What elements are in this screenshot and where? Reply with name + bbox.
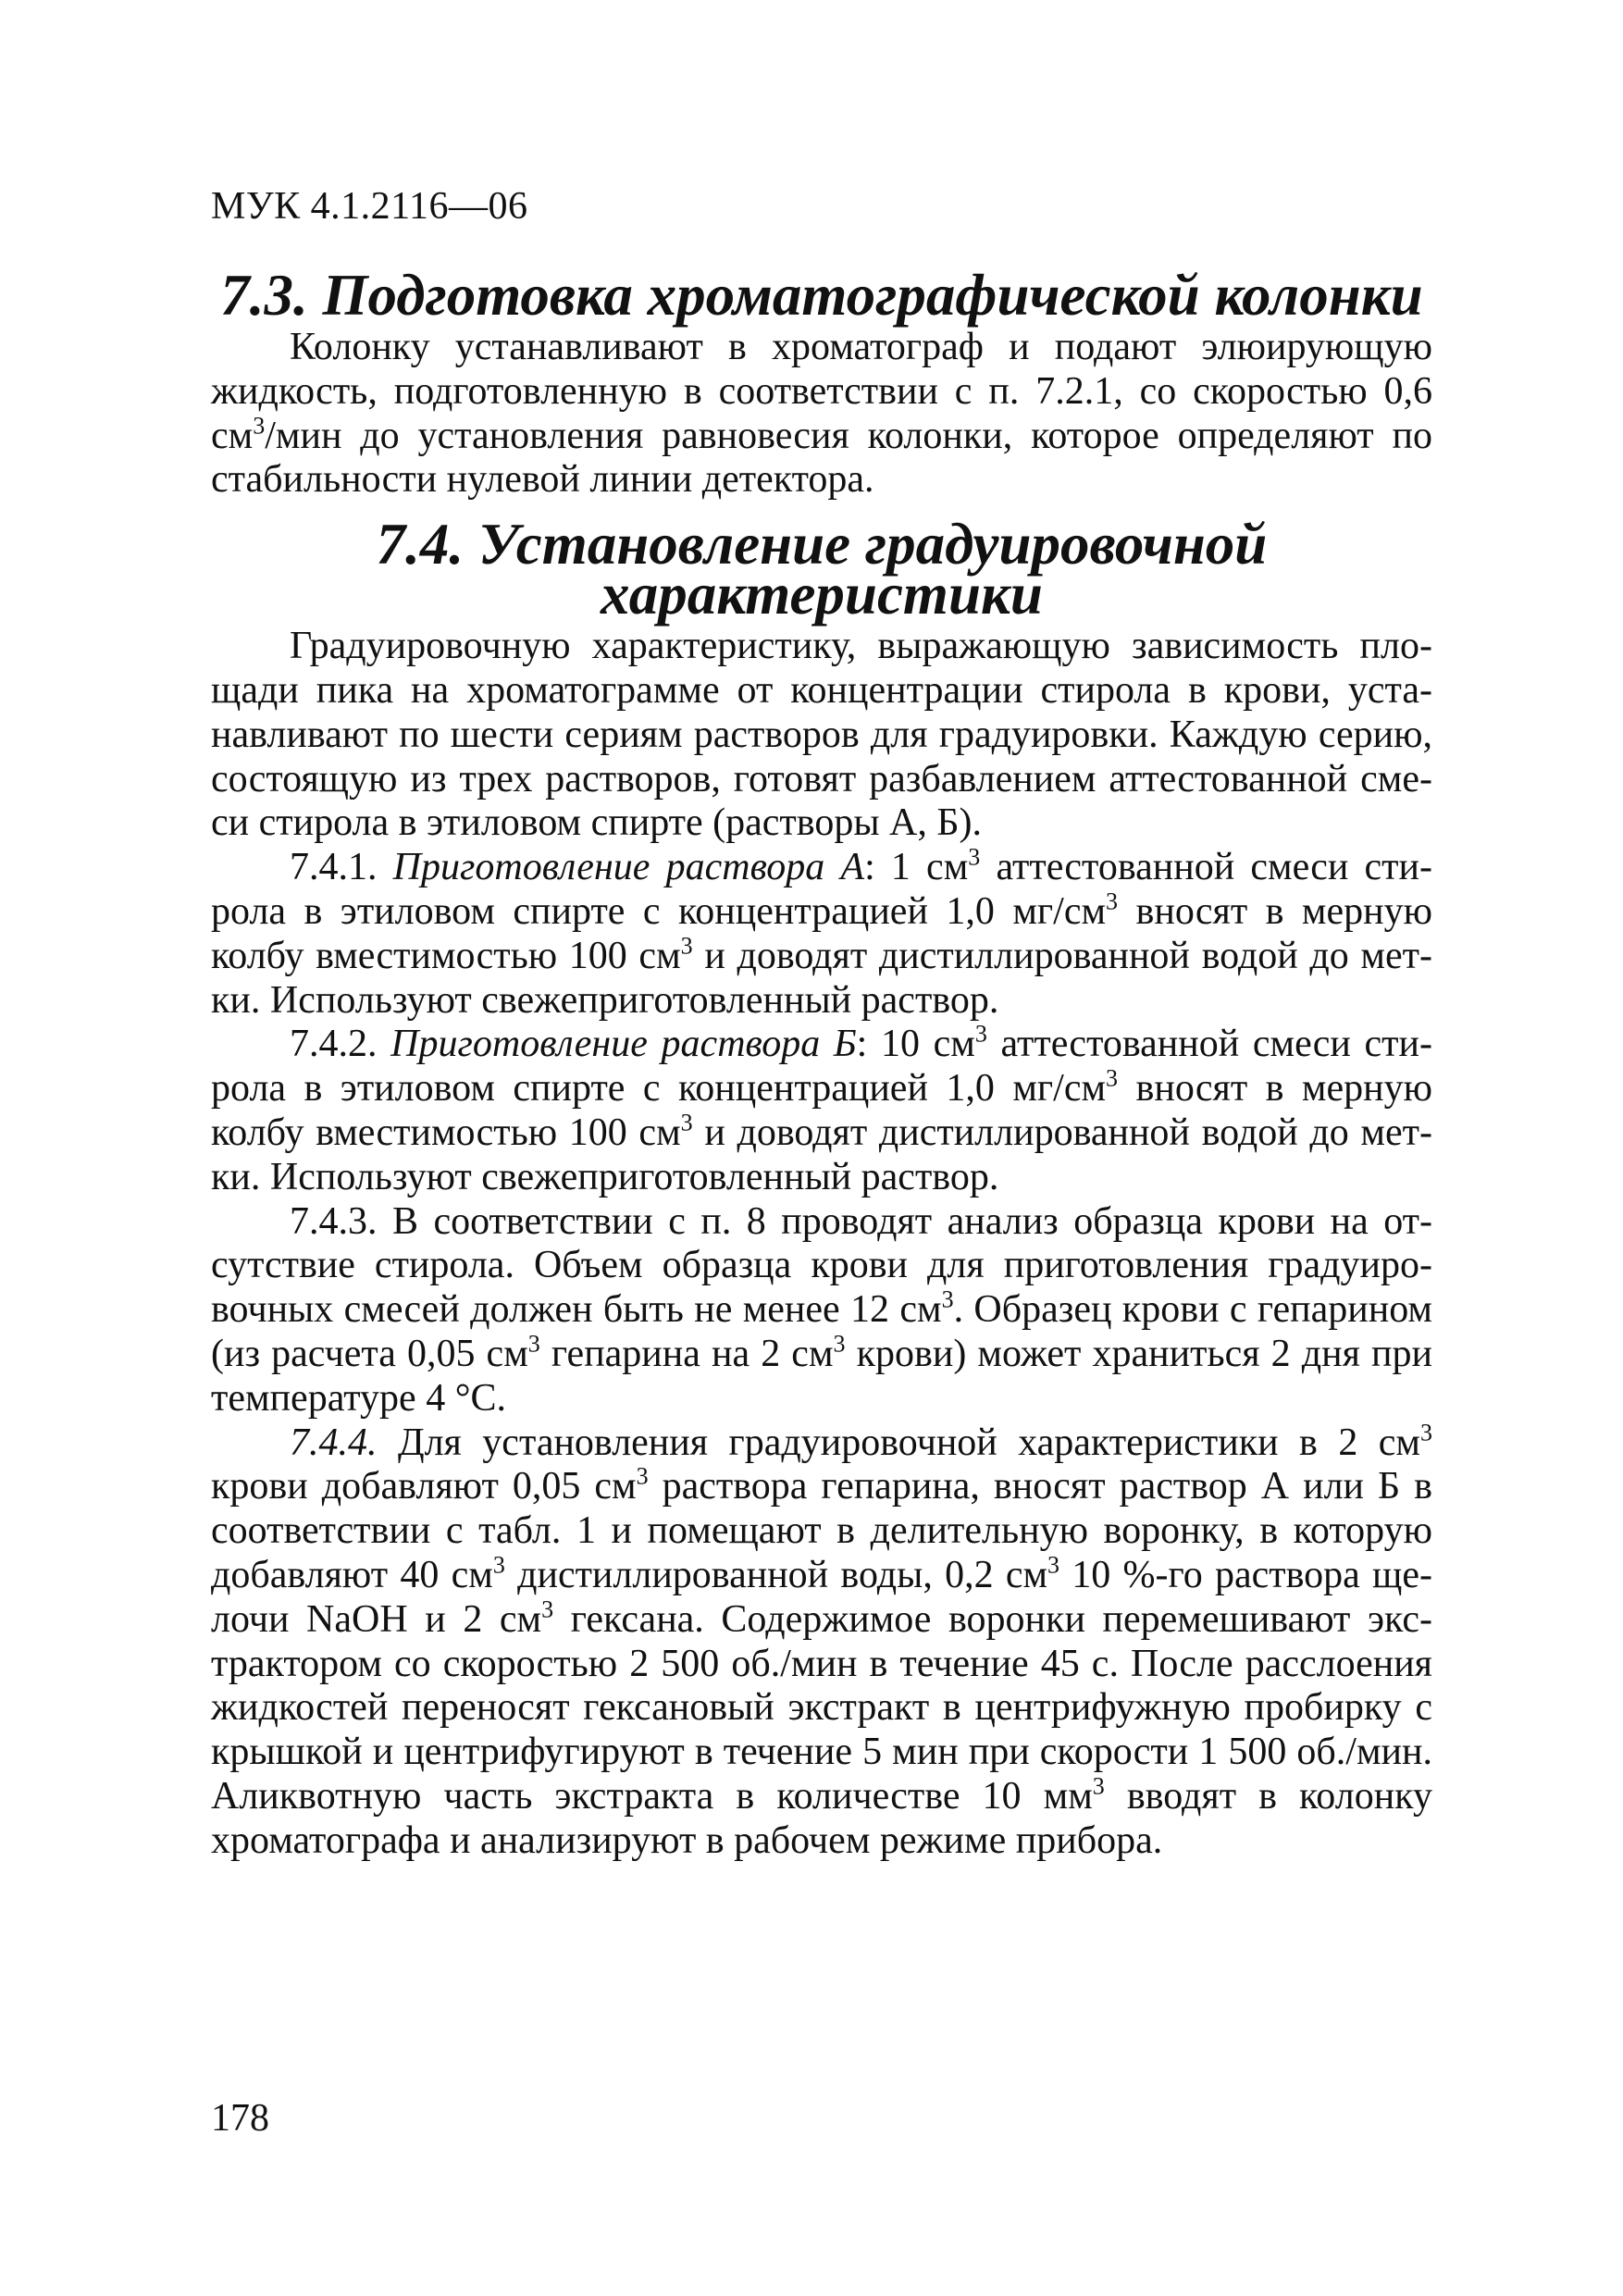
superscript: 3 [833, 1330, 846, 1358]
section-7-3-title: 7.3. Подготовка хроматографической колонки [220, 263, 1423, 328]
superscript: 3 [492, 1551, 505, 1579]
section-7-3-paragraph [211, 326, 1432, 503]
text-run: и доводят дистиллированной водой до метки. Используют свежеприготовленный раствор. [211, 1111, 1433, 1198]
text-run: аттестованной смеси стирола в этиловом спирте с концентрацией 1,0 мг/см [211, 846, 1433, 933]
text-run: Для установления градуировочной характеристики в 2 см [377, 1421, 1420, 1464]
superscript: 3 [1420, 1418, 1432, 1446]
clause-lead-in: Приготовление раствора А [392, 846, 865, 889]
page-content [211, 263, 1433, 1864]
superscript: 3 [636, 1462, 649, 1490]
text-run: гексана. Содержимое воронки перемешивают экстрактором со скоростью 2 500 об./мин в течение 45 с. После расслоения жидкостей переносят гексановый экстракт в центрифужную пробирку с крышкой и центрифугируют в течение 5 мин при скорости 1 500 об./мин. Аликвотную часть экстракта в количестве 10 мм [211, 1597, 1433, 1818]
paragraph-7-4-1 [211, 843, 1433, 1023]
clause-number: 7.4.4. [290, 1421, 378, 1464]
superscript: 3 [941, 1285, 954, 1313]
superscript: 3 [680, 932, 693, 960]
text-run: аттестованной смеси стирола в этиловом спирте с концентрацией 1,0 мг/см [211, 1023, 1433, 1111]
superscript: 3 [1092, 1772, 1105, 1800]
superscript: 3 [1106, 887, 1119, 915]
text-run: : 1 см [864, 846, 969, 889]
text-run: 7.4.3. В соответствии с п. 8 проводят анализ образца крови на отсутствие стирола. Объем образца крови для приготовления градуировочных смесей должен быть не менее 12 см [211, 1199, 1432, 1332]
superscript: 3 [541, 1595, 554, 1623]
clause-number: 7.4.1. [290, 846, 393, 889]
superscript: 3 [1047, 1551, 1060, 1579]
text-run: гепарина на 2 см [539, 1332, 834, 1375]
superscript: 3 [974, 1020, 987, 1048]
text-run: вносят в мерную колбу вместимостью 100 см [211, 889, 1433, 977]
text-run: . Образец крови с гепарином (из расчета 0,05 см [211, 1288, 1432, 1375]
paragraph-7-4-3 [211, 1200, 1432, 1421]
text-run: раствора гепарина, вносят раствор А или Б в соответствии с табл. 1 и помещают в делительную воронку, в которую добавляют 40 см [211, 1465, 1432, 1596]
superscript: 3 [680, 1109, 693, 1136]
superscript: 3 [253, 412, 266, 439]
superscript: 3 [527, 1330, 540, 1358]
text-run: 10 %-го раствора щелочи NaOH и 2 см [211, 1553, 1432, 1641]
paragraph-7-4-2 [211, 1020, 1433, 1199]
text-run: крови) может храниться 2 дня при температуре 4 °С. [211, 1332, 1432, 1420]
text-run: и доводят дистиллированной водой до метки. Используют свежеприготовленный раствор. [211, 934, 1433, 1022]
text-run: крови добавляют 0,05 см [211, 1465, 637, 1508]
text-run: /мин до установления равновесия колонки, которое определяют по стабильности нулевой линии детектора. [211, 414, 1432, 502]
text-run: : 10 см [856, 1023, 975, 1066]
text-run: вводят в колонку хроматографа и анализируют в рабочем режиме прибора. [211, 1774, 1432, 1862]
superscript: 3 [968, 843, 981, 871]
text-run: Колонку устанавливают в хроматограф и подают элюирующую жидкость, подготовленную в соответствии с п. 7.2.1, со скоростью 0,6 см [211, 326, 1432, 457]
paragraph-7-4-4 [211, 1418, 1433, 1864]
clause-lead-in: Приготовление раствора Б [390, 1023, 857, 1066]
section-7-4-title: 7.4. Установление градуировочной характеристики [376, 512, 1268, 627]
document-code-header: МУК 4.1.2116—06 [211, 185, 528, 228]
text-run: дистиллированной воды, 0,2 см [504, 1553, 1048, 1596]
page-number: 178 [211, 2097, 269, 2140]
section-7-4-intro-paragraph: Градуировочную характеристику, выражающую зависимость площади пика на хроматограмме от концентрации стирола в крови, устанавливают по шести сериям растворов для градуировки. Каждую серию, состоящую из трех растворов, готовят разбавлением аттестованной смеси стирола в этиловом спирте (растворы А, Б). [211, 625, 1432, 845]
superscript: 3 [1106, 1064, 1119, 1092]
text-run: вносят в мерную колбу вместимостью 100 см [211, 1067, 1433, 1154]
clause-number: 7.4.2. [290, 1023, 391, 1066]
